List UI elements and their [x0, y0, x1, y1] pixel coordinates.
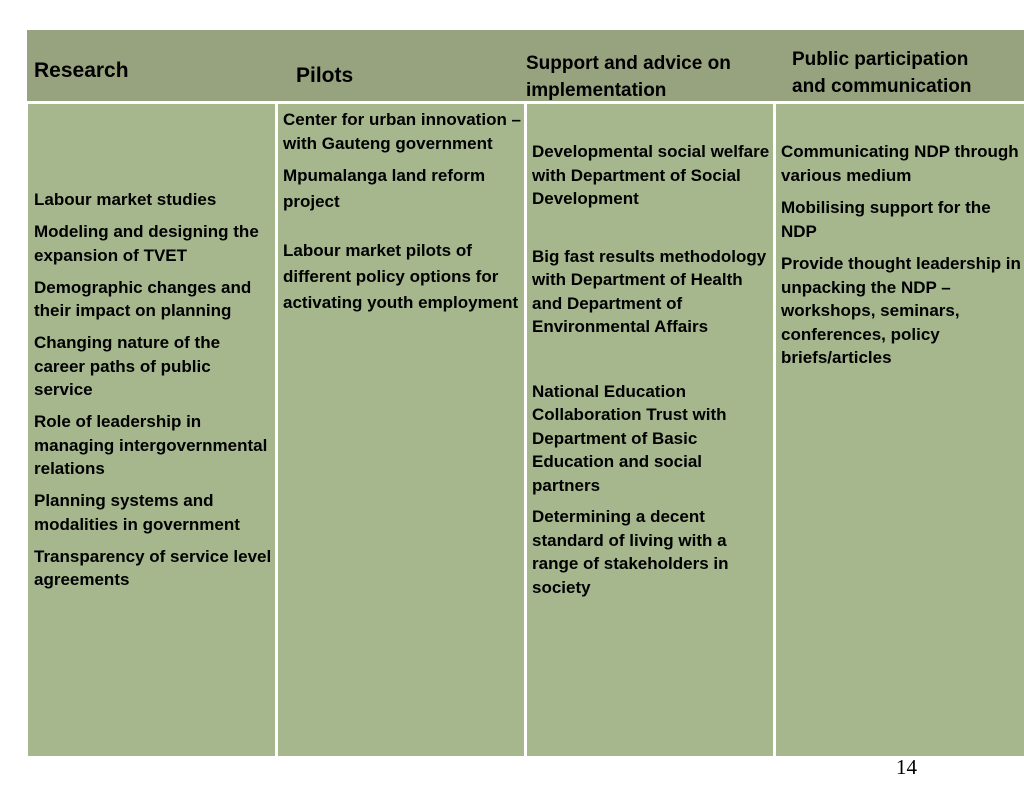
research-item: Planning systems and modalities in government: [34, 491, 240, 534]
support-item: Determining a decent standard of living with a range of stakeholders in society: [532, 507, 729, 597]
page-number: 14: [896, 755, 917, 779]
header-public: [792, 46, 971, 100]
header-support-line2: implementation: [526, 80, 667, 101]
research-item: Role of leadership in managing intergovernmental relations: [34, 412, 268, 478]
header-support-line1: Support and advice on: [526, 53, 731, 74]
support-list: [532, 140, 772, 607]
public-item: Communicating NDP through various medium: [781, 142, 1019, 185]
support-item: Developmental social welfare with Department of Social Development: [532, 142, 770, 208]
header-public-line2: and communication: [792, 76, 972, 97]
research-list: [34, 188, 272, 600]
research-column: [28, 104, 275, 756]
header-support: [526, 50, 731, 104]
public-column: [776, 104, 1024, 756]
header-public-line1: Public participation: [792, 49, 969, 70]
pilots-item: Center for urban innovation – with Gauteng government: [283, 110, 522, 153]
public-item: Mobilising support for the NDP: [781, 198, 991, 241]
support-item: Big fast results methodology with Department of Health and Department of Environmental Affairs: [532, 246, 767, 336]
public-list: [781, 140, 1021, 379]
pilots-list: [283, 108, 523, 324]
support-item: National Education Collaboration Trust with Department of Basic Education and social partners: [532, 381, 727, 495]
header-research: Research: [34, 59, 129, 82]
public-item: Provide thought leadership in unpacking the NDP – workshops, seminars, conferences, policy briefs/articles: [781, 254, 1021, 367]
research-item: Transparency of service level agreements: [34, 546, 272, 589]
pilots-item: Mpumalanga land reform project: [283, 166, 486, 211]
support-column: [527, 104, 773, 756]
research-item: Demographic changes and their impact on planning: [34, 277, 252, 320]
header-pilots: Pilots: [296, 64, 354, 87]
research-item: Modeling and designing the expansion of TVET: [34, 222, 259, 265]
pilots-column: [278, 104, 524, 756]
research-item: Changing nature of the career paths of public service: [34, 333, 221, 399]
research-item: Labour market studies: [34, 190, 217, 209]
pilots-item: Labour market pilots of different policy options for activating youth employment: [283, 241, 519, 312]
